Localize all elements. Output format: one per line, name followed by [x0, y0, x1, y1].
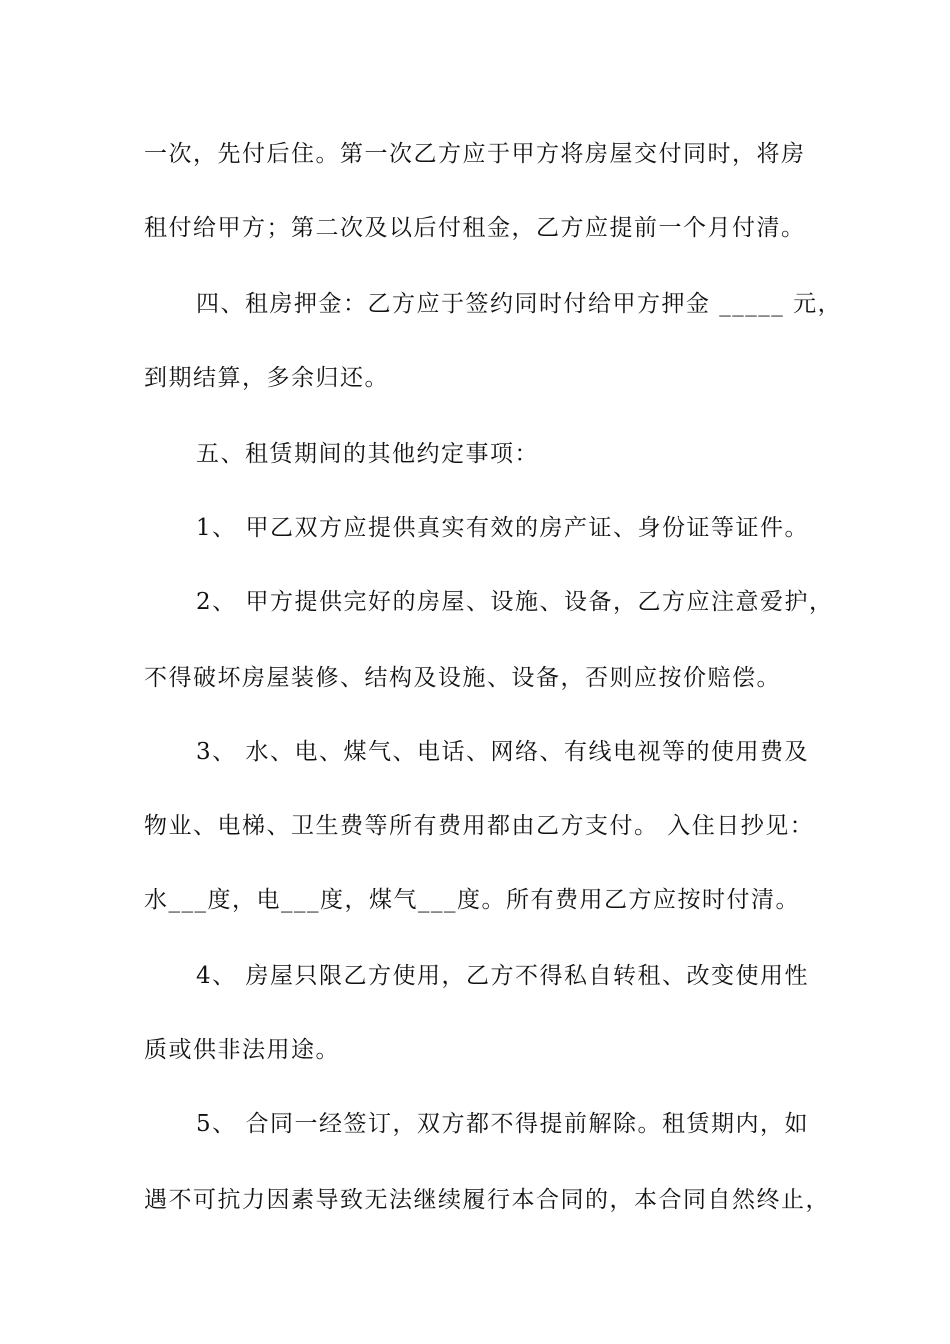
text-line: 租付给甲方；第二次及以后付租金，乙方应提前一个月付清。 [144, 215, 806, 241]
text-line: 物业、电梯、卫生费等所有费用都由乙方支付。 入住日抄见： [144, 813, 815, 839]
text-line: 五、租赁期间的其他约定事项： [196, 441, 539, 467]
text-line: 遇不可抗力因素导致无法继续履行本合同的，本合同自然终止， [144, 1187, 830, 1213]
text-line: 质或供非法用途。 [144, 1037, 340, 1063]
text-line: 4、 房屋只限乙方使用，乙方不得私自转租、改变使用性 [196, 963, 809, 989]
text-line: 1、 甲乙双方应提供真实有效的房产证、身份证等证件。 [196, 515, 809, 541]
text-line: 5、 合同一经签订，双方都不得提前解除。租赁期内，如 [196, 1111, 809, 1137]
text-line: 不得破坏房屋装修、结构及设施、设备，否则应按价赔偿。 [144, 665, 781, 691]
text-line: 3、 水、电、煤气、电话、网络、有线电视等的使用费及 [196, 739, 809, 765]
text-line: 一次，先付后住。第一次乙方应于甲方将房屋交付同时，将房 [144, 141, 806, 167]
text-line: 水___度，电___度，煤气___度。所有费用乙方应按时付清。 [144, 887, 800, 913]
text-line: 四、租房押金：乙方应于签约同时付给甲方押金 _____ 元， [196, 291, 843, 317]
text-line: 到期结算，多余归还。 [144, 365, 389, 391]
text-line: 2、 甲方提供完好的房屋、设施、设备，乙方应注意爱护， [196, 589, 834, 615]
